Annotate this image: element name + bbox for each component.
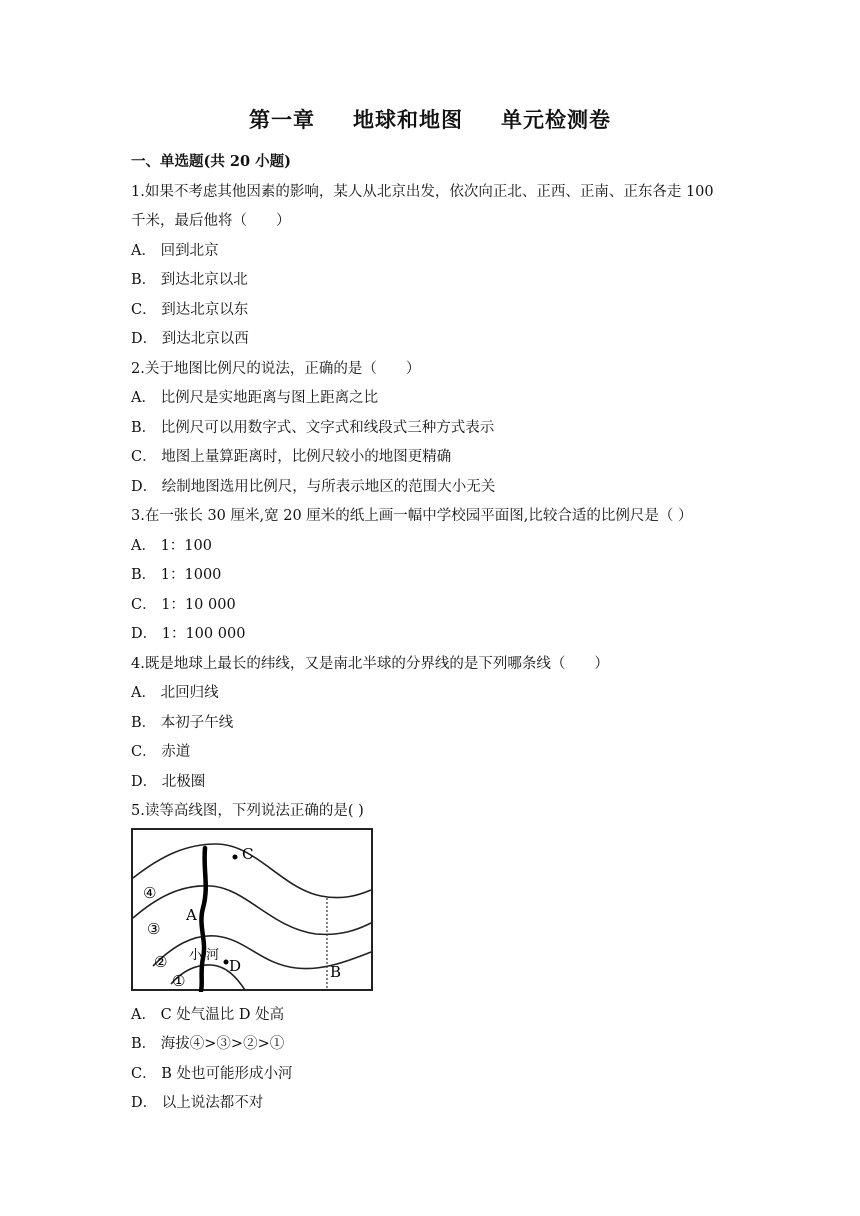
label-b: B: [330, 963, 342, 981]
question-1-option-b: B． 到达北京以北: [131, 272, 248, 288]
question-2-option-a: A． 比例尺是实地距离与图上距离之比: [131, 390, 379, 406]
point-d-dot: [224, 960, 229, 965]
contour-label-2: ②: [154, 953, 168, 971]
question-1-stem-line-2: 千米，最后他将（ ）: [131, 213, 291, 229]
question-5-option-b: B． 海拔④>③>②>①: [131, 1036, 285, 1052]
question-3-option-c: C． 1：10 000: [131, 597, 236, 613]
contour-label-4: ④: [143, 884, 157, 902]
title-chapter: 第一章: [249, 107, 315, 132]
question-5-option-a: A． C 处气温比 D 处高: [131, 1007, 285, 1023]
question-2-stem: 2.关于地图比例尺的说法，正确的是（ ）: [131, 361, 421, 377]
question-2-option-c: C． 地图上量算距离时，比例尺较小的地图更精确: [131, 449, 452, 465]
question-4-option-c: C． 赤道: [131, 744, 191, 760]
question-5-stem: 5.读等高线图，下列说法正确的是( ): [131, 803, 364, 819]
page-title: [0, 104, 860, 134]
question-1-option-c: C． 到达北京以东: [131, 302, 249, 318]
contour-map-figure: [131, 826, 375, 992]
label-c: C: [242, 845, 254, 863]
question-3-stem: 3.在一张长 30 厘米,宽 20 厘米的纸上画一幅中学校园平面图,比较合适的比例尺是（ ）: [131, 508, 693, 524]
question-4-stem: 4.既是地球上最长的纬线，又是南北半球的分界线的是下列哪条线（ ）: [131, 656, 609, 672]
question-3-option-d: D． 1：100 000: [131, 626, 246, 642]
question-5-option-d: D． 以上说法都不对: [131, 1095, 264, 1111]
question-3-option-b: B． 1：1000: [131, 567, 222, 583]
question-4-option-b: B． 本初子午线: [131, 715, 234, 731]
point-c-dot: [233, 855, 238, 860]
question-2-option-b: B． 比例尺可以用数字式、文字式和线段式三种方式表示: [131, 420, 495, 436]
contour-label-1: ①: [172, 972, 186, 990]
question-5-option-c: C． B 处也可能形成小河: [131, 1066, 293, 1082]
title-test: 单元检测卷: [501, 107, 611, 132]
question-1-option-a: A． 回到北京: [131, 243, 219, 259]
question-3-option-a: A． 1：100: [131, 538, 212, 554]
title-topic: 地球和地图: [353, 107, 463, 132]
label-a: A: [186, 906, 197, 924]
question-1-stem-line-1: 1.如果不考虑其他因素的影响，某人从北京出发，依次向正北、正西、正南、正东各走 100: [131, 184, 714, 200]
question-1-option-d: D． 到达北京以西: [131, 331, 249, 347]
section-heading: 一、单选题(共 20 小题): [131, 153, 291, 170]
label-d: D: [229, 957, 242, 975]
label-river: 小 河: [189, 948, 220, 963]
question-2-option-d: D． 绘制地图选用比例尺，与所表示地区的范围大小无关: [131, 479, 496, 495]
question-4-option-d: D． 北极圈: [131, 774, 206, 790]
contour-label-3: ③: [147, 920, 161, 938]
question-4-option-a: A． 北回归线: [131, 685, 219, 701]
